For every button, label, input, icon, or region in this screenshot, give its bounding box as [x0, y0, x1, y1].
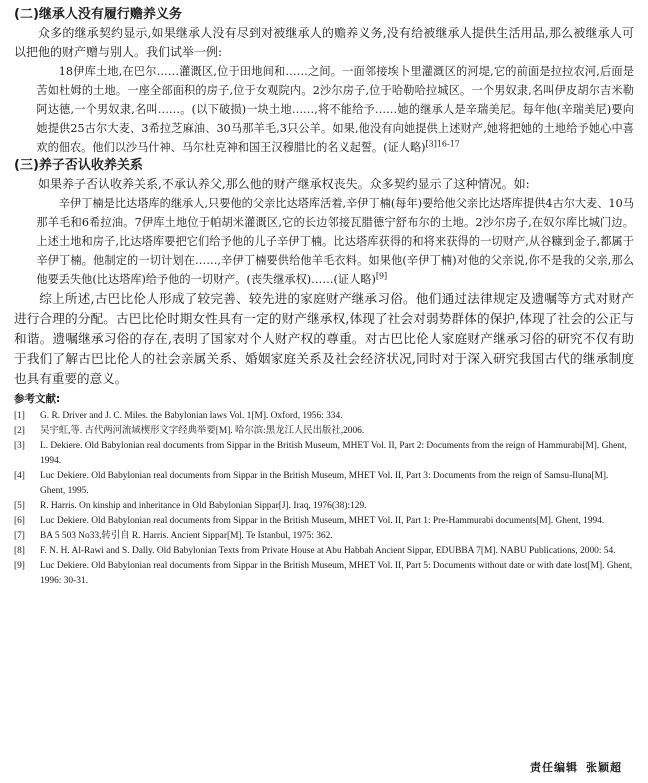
reference-number: [9]: [14, 561, 25, 571]
section-3-quote-text: 辛伊丁楠是比达塔库的继承人,只要他的父亲比达塔库活着,辛伊丁楠(每年)要给他父亲比达塔库提供4古尔大麦、10马那羊毛和6希拉油。7伊库土地位于帕胡米灌溉区,它的长边邻接瓦腊德宁舒布尔的土地。2沙尔房子,在奴尔库比城门边。上述土地和房子,比达塔库要把它们给予他的儿子辛伊丁楠。比达塔库获得的和将来获得的一切财产,从谷糠到金子,都属于辛伊丁楠。他制定的一切计划在……,辛伊丁楠要供给他羊毛衣料。如果他(辛伊丁楠)对他的父亲说,你不是我的父亲,那么他要丢失他(比达塔库)给予他的一切财产。(丧失继承权)……(证人略): [36, 197, 634, 286]
reference-number: [6]: [14, 516, 25, 526]
section-2-quote-text: 18伊库土地,在巴尔……灌溉区,位于田地间和……之间。一面邻接埃卜里灌溉区的河堤,它的前面是拉拉农河,后面是苦如杜姆的土地。一座全部面积的房子,位于女观院内。2沙尔房子,位于哈勒哈拉城区。一个男奴隶,名叫伊皮胡尔吉米勒阿达德,一个男奴隶,名叫……。(以下破损)一块土地……,将不能给予……她的继承人是辛瑞美尼。每年他(辛瑞美尼)要向她提供25古尔大麦、3希拉芝麻油、30马那羊毛,3只公羊。如果,他没有向她提供上述财产,她将把她的土地给予她心中喜欢的佃农。他们以沙马什神、马尔杜克神和国王汉穆腊比的名义起誓。(证人略): [36, 65, 634, 154]
reference-number: [3]: [14, 441, 25, 451]
reference-text: F. N. H. Al-Rawi and S. Dally. Old Babylonian Texts from Private House at Abu Habbah Ancient Sippar, EDUBBA 7[M]. NABU Publications, 2000: 54.: [40, 546, 616, 556]
section-2-citation: [3]16-17: [425, 139, 460, 149]
reference-item: [14, 439, 634, 469]
reference-item: [14, 544, 634, 559]
reference-text: Luc Dekiere. Old Babylonian real documents from Sippar in the British Museum, MHET Vol. II, Part 5: Documents without date or with date lost[M]. Ghent, 1996: 30-31.: [40, 561, 633, 586]
editor-credit: [522, 759, 622, 775]
reference-item: [14, 499, 634, 514]
section-2-quote: [36, 62, 634, 157]
editor-name: 张颖超: [586, 761, 622, 774]
section-3-citation: [9]: [375, 271, 388, 281]
editor-label: 责任编辑: [530, 761, 578, 774]
reference-text: L. Dekiere. Old Babylonian real documents from Sippar in the British Museum, MHET Vol. II, Part 2: Documents from the reign of Hammurabi[M]. Ghent, 1994.: [40, 441, 627, 466]
conclusion-paragraph: 综上所述,古巴比伦人形成了较完善、较先进的家庭财产继承习俗。他们通过法律规定及遗嘱等方式对财产进行合理的分配。古巴比伦时期女性具有一定的财产继承权,体现了社会对弱势群体的保护,体现了社会的公正与和谐。遗嘱继承习俗的存在,表明了国家对个人财产权的尊重。对古巴比伦人家庭财产继承习俗的研究不仅有助于我们了解古巴比伦人的社会亲属关系、婚姻家庭关系及社会经济状况,同时对于深入研究我国古代的继承制度也具有重要的意义。: [14, 291, 634, 386]
section-3-heading: (三)养子否认收养关系: [14, 158, 143, 173]
reference-number: [8]: [14, 546, 25, 556]
reference-number: [5]: [14, 501, 25, 511]
section-3-intro: 如果养子否认收养关系,不承认养父,那么他的财产继承权丧失。众多契约显示了这种情况。如:: [38, 177, 530, 191]
section-2-intro: 众多的继承契约显示,如果继承人没有尽到对被继承人的赡养义务,没有给被继承人提供生活用品,那么被继承人可以把他的财产赠与别人。我们试举一例:: [14, 26, 634, 59]
section-2-heading: (二)继承人没有履行赡养义务: [14, 7, 182, 22]
reference-text: 吴宇虹,等. 古代两河流域楔形文字经典举要[M]. 哈尔滨:黑龙江人民出版社,2006.: [40, 426, 365, 436]
reference-number: [1]: [14, 411, 25, 421]
reference-item: [14, 529, 634, 544]
reference-text: R. Harris. On kinship and inheritance in Old Babylonian Sippar[J]. Iraq, 1976(38):129.: [40, 501, 367, 511]
references-heading: 参考文献:: [14, 393, 61, 405]
reference-number: [2]: [14, 426, 25, 436]
reference-text: G. R. Driver and J. C. Miles. the Babylonian laws Vol. 1[M]. Oxford, 1956: 334.: [40, 411, 343, 421]
reference-text: Luc Dekiere. Old Babylonian real documents from Sippar in the British Museum, MHET Vol. II, Part 1: Pre-Hammurabi documents[M]. Ghent, 1994.: [40, 516, 605, 526]
reference-text: Luc Dekiere. Old Babylonian real documents from Sippar in the British Museum, MHET Vol. II, Part 3: Documents from the reign of Samsu-Iluna[M]. Ghent, 1995.: [40, 471, 609, 496]
reference-number: [4]: [14, 471, 25, 481]
references-list: [14, 409, 634, 589]
section-3-quote: [36, 194, 634, 289]
reference-item: [14, 424, 634, 439]
reference-item: [14, 559, 634, 589]
reference-text: BA 5 503 No33,转引自 R. Harris. Ancient Sippar[M]. Te Istanbul, 1975: 362.: [40, 531, 333, 541]
reference-item: [14, 409, 634, 424]
reference-number: [7]: [14, 531, 25, 541]
reference-item: [14, 514, 634, 529]
reference-item: [14, 469, 634, 499]
